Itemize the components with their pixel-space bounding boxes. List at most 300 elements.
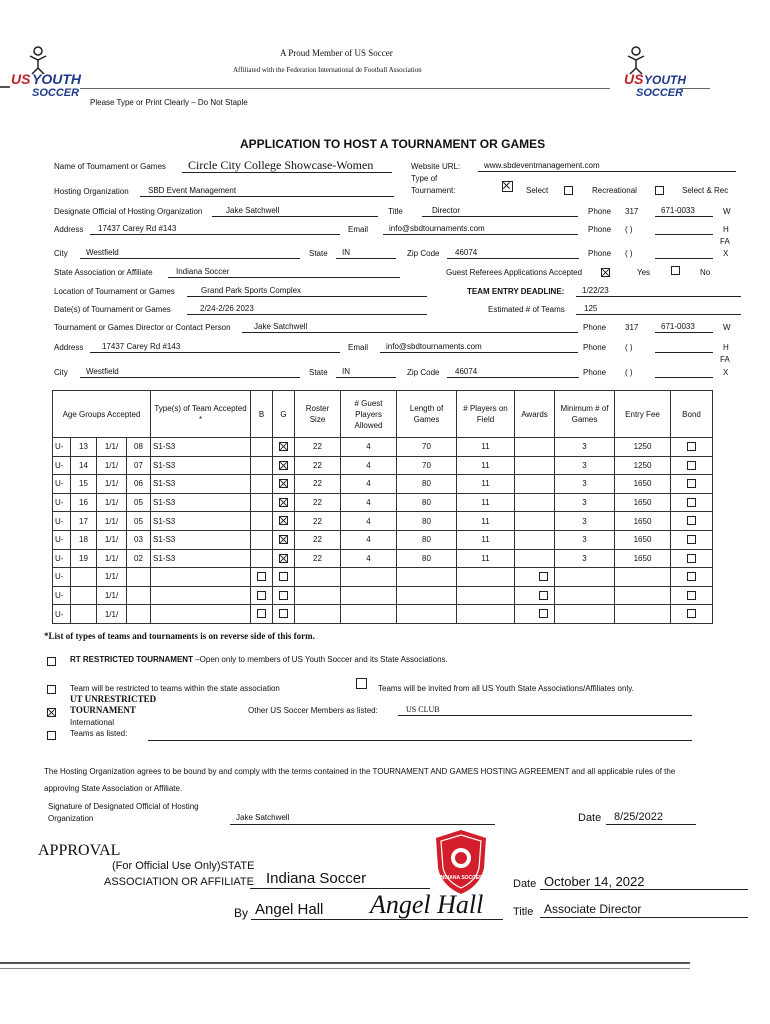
u-prefix: U- xyxy=(53,568,71,587)
min-games-cell[interactable]: 3 xyxy=(555,438,615,457)
table-row xyxy=(53,530,713,549)
date-cell[interactable]: 1/1/ xyxy=(97,568,127,587)
city-field-1[interactable] xyxy=(80,248,300,259)
guest-cell[interactable] xyxy=(341,586,397,605)
entry-fee-cell[interactable]: 1650 xyxy=(615,549,671,568)
players-cell[interactable] xyxy=(457,568,515,587)
girls-checkbox[interactable] xyxy=(279,479,288,488)
age-cell[interactable]: 18 xyxy=(71,530,97,549)
type-cell[interactable]: S1-S3 xyxy=(151,530,251,549)
girls-cell[interactable] xyxy=(273,493,295,512)
type-cell[interactable] xyxy=(151,586,251,605)
girls-cell[interactable] xyxy=(273,605,295,624)
girls-checkbox[interactable] xyxy=(279,591,288,600)
h-label-1: H xyxy=(723,225,729,234)
awards-cell[interactable] xyxy=(515,512,555,531)
length-cell[interactable] xyxy=(397,568,457,587)
players-cell[interactable] xyxy=(457,586,515,605)
th-g: G xyxy=(273,391,295,438)
guest-ref-no-checkbox[interactable] xyxy=(671,266,680,275)
players-cell[interactable]: 11 xyxy=(457,493,515,512)
date-cell[interactable]: 1/1/ xyxy=(97,605,127,624)
hosting-org-field[interactable] xyxy=(140,186,394,197)
year-cell[interactable] xyxy=(127,605,151,624)
bond-cell[interactable] xyxy=(671,512,713,531)
th-bond: Bond xyxy=(671,391,713,438)
website-field[interactable] xyxy=(478,161,736,172)
th-players: # Players on Field xyxy=(457,391,515,438)
entry-fee-cell[interactable]: 1650 xyxy=(615,475,671,494)
bond-cell[interactable] xyxy=(671,438,713,457)
type-recreational-label: Recreational xyxy=(592,186,637,195)
players-cell[interactable]: 11 xyxy=(457,512,515,531)
address-field-2[interactable] xyxy=(90,342,340,353)
roster-cell[interactable]: 22 xyxy=(295,438,341,457)
zip-field-1[interactable] xyxy=(447,248,579,259)
year-cell[interactable]: 07 xyxy=(127,456,151,475)
restricted-checkbox[interactable] xyxy=(47,657,56,666)
boys-cell[interactable] xyxy=(251,512,273,531)
approval-title-field[interactable] xyxy=(540,902,748,918)
table-row xyxy=(53,512,713,531)
u-prefix: U- xyxy=(53,605,71,624)
u-prefix: U- xyxy=(53,530,71,549)
girls-cell[interactable] xyxy=(273,475,295,494)
w-label-1: W xyxy=(723,207,731,216)
bond-checkbox[interactable] xyxy=(687,498,696,507)
association-value: Indiana Soccer xyxy=(266,870,367,887)
zip-value-1: 46074 xyxy=(455,248,478,257)
players-cell[interactable]: 11 xyxy=(457,475,515,494)
year-cell[interactable]: 05 xyxy=(127,493,151,512)
list-types-note: *List of types of teams and tournaments is on reverse side of this form. xyxy=(44,631,315,641)
awards-cell[interactable] xyxy=(515,475,555,494)
guest-cell[interactable]: 4 xyxy=(341,438,397,457)
girls-cell[interactable] xyxy=(273,586,295,605)
awards-checkbox[interactable] xyxy=(539,572,548,581)
type-cell[interactable]: S1-S3 xyxy=(151,456,251,475)
signature-label-1: Signature of Designated Official of Hosting xyxy=(48,802,199,811)
boys-cell[interactable] xyxy=(251,493,273,512)
zip-field-2[interactable] xyxy=(447,367,579,378)
age-cell[interactable]: 19 xyxy=(71,549,97,568)
date-cell[interactable]: 1/1/ xyxy=(97,586,127,605)
official-use-1: (For Official Use Only)STATE xyxy=(112,860,255,872)
entry-fee-cell[interactable] xyxy=(615,568,671,587)
guest-cell[interactable]: 4 xyxy=(341,530,397,549)
boys-cell[interactable] xyxy=(251,456,273,475)
age-cell[interactable]: 16 xyxy=(71,493,97,512)
signature-name: Jake Satchwell xyxy=(236,813,290,822)
boys-cell[interactable] xyxy=(251,475,273,494)
est-teams-field[interactable] xyxy=(576,304,741,315)
guest-cell[interactable] xyxy=(341,605,397,624)
international-field[interactable] xyxy=(148,730,692,741)
boys-cell[interactable] xyxy=(251,605,273,624)
guest-cell[interactable]: 4 xyxy=(341,512,397,531)
min-games-cell[interactable] xyxy=(555,568,615,587)
city-label-2: City xyxy=(54,368,68,377)
awards-cell[interactable] xyxy=(515,549,555,568)
roster-cell[interactable] xyxy=(295,605,341,624)
type-cell[interactable]: S1-S3 xyxy=(151,493,251,512)
boys-checkbox[interactable] xyxy=(257,572,266,581)
date-cell[interactable]: 1/1/ xyxy=(97,438,127,457)
address-label-2: Address xyxy=(54,343,84,352)
website-value: www.sbdeventmanagement.com xyxy=(484,161,600,170)
approval-title-value: Associate Director xyxy=(544,902,642,916)
email-label-1: Email xyxy=(348,225,369,234)
guest-cell[interactable]: 4 xyxy=(341,493,397,512)
phone-paren-6: ( ) xyxy=(625,368,633,377)
length-cell[interactable]: 80 xyxy=(397,530,457,549)
guest-cell[interactable]: 4 xyxy=(341,549,397,568)
guest-cell[interactable] xyxy=(341,568,397,587)
date-cell[interactable]: 1/1/ xyxy=(97,493,127,512)
email-value-1: info@sbdtournaments.com xyxy=(389,224,485,233)
approval-heading: APPROVAL xyxy=(38,842,121,859)
age-cell[interactable]: 15 xyxy=(71,475,97,494)
svg-text:YOUTH: YOUTH xyxy=(644,73,686,87)
city-field-2[interactable] xyxy=(80,367,300,378)
footer-rule-2 xyxy=(0,968,690,969)
year-cell[interactable]: 03 xyxy=(127,530,151,549)
bond-checkbox[interactable] xyxy=(687,442,696,451)
girls-checkbox[interactable] xyxy=(279,609,288,618)
players-cell[interactable]: 11 xyxy=(457,530,515,549)
players-cell[interactable]: 11 xyxy=(457,456,515,475)
type-cell[interactable]: S1-S3 xyxy=(151,475,251,494)
u-prefix: U- xyxy=(53,456,71,475)
bond-cell[interactable] xyxy=(671,605,713,624)
bond-checkbox[interactable] xyxy=(687,516,696,525)
est-teams-value: 125 xyxy=(584,304,598,313)
within-state-text: Team will be restricted to teams within the state association xyxy=(70,684,280,693)
girls-checkbox[interactable] xyxy=(279,442,288,451)
bond-checkbox[interactable] xyxy=(687,479,696,488)
state-field-2[interactable] xyxy=(336,367,396,378)
state-label-1: State xyxy=(309,249,328,258)
city-value-2: Westfield xyxy=(86,367,119,376)
length-cell[interactable] xyxy=(397,605,457,624)
phone-label-5: Phone xyxy=(583,343,607,352)
roster-cell[interactable]: 22 xyxy=(295,456,341,475)
footer-rule-1 xyxy=(0,962,690,964)
fa-label-1: FA xyxy=(720,237,730,246)
boys-cell[interactable] xyxy=(251,549,273,568)
designate-field[interactable] xyxy=(212,206,378,217)
roster-cell[interactable] xyxy=(295,568,341,587)
indiana-soccer-seal xyxy=(430,828,492,896)
title-field[interactable] xyxy=(422,206,578,217)
awards-cell[interactable] xyxy=(515,568,555,587)
handwritten-signature: Angel Hall xyxy=(370,890,484,919)
roster-cell[interactable]: 22 xyxy=(295,530,341,549)
ut-line-2: TOURNAMENT xyxy=(70,705,136,715)
bond-checkbox[interactable] xyxy=(687,572,696,581)
length-cell[interactable]: 80 xyxy=(397,475,457,494)
min-games-cell[interactable]: 3 xyxy=(555,549,615,568)
boys-cell[interactable] xyxy=(251,568,273,587)
girls-checkbox[interactable] xyxy=(279,572,288,581)
roster-cell[interactable] xyxy=(295,586,341,605)
girls-cell[interactable] xyxy=(273,568,295,587)
roster-cell[interactable]: 22 xyxy=(295,512,341,531)
other-members-field[interactable] xyxy=(398,705,692,716)
guest-cell[interactable]: 4 xyxy=(341,456,397,475)
phone-num-4: 671-0033 xyxy=(661,322,695,331)
min-games-cell[interactable]: 3 xyxy=(555,512,615,531)
min-games-cell[interactable]: 3 xyxy=(555,493,615,512)
international-1: International xyxy=(70,718,115,727)
year-cell[interactable] xyxy=(127,586,151,605)
x-label-1: X xyxy=(723,249,729,258)
length-cell[interactable]: 80 xyxy=(397,493,457,512)
website-label: Website URL: xyxy=(411,162,461,171)
type-cell[interactable]: S1-S3 xyxy=(151,549,251,568)
awards-checkbox[interactable] xyxy=(539,591,548,600)
girls-cell[interactable] xyxy=(273,530,295,549)
year-cell[interactable]: 08 xyxy=(127,438,151,457)
other-members-label: Other US Soccer Members as listed: xyxy=(248,706,378,715)
state-assoc-label: State Association or Affiliate xyxy=(54,268,153,277)
th-age-groups: Age Groups Accepted xyxy=(53,391,151,438)
th-entry-fee: Entry Fee xyxy=(615,391,671,438)
est-teams-label: Estimated # of Teams xyxy=(488,305,565,314)
length-cell[interactable]: 80 xyxy=(397,512,457,531)
type-select-rec-checkbox[interactable] xyxy=(655,186,664,195)
u-prefix: U- xyxy=(53,549,71,568)
director-value: Jake Satchwell xyxy=(254,322,308,331)
phone-field-5[interactable] xyxy=(655,342,713,353)
state-assoc-field[interactable] xyxy=(168,267,400,278)
bond-cell[interactable] xyxy=(671,475,713,494)
year-cell[interactable]: 06 xyxy=(127,475,151,494)
girls-checkbox[interactable] xyxy=(279,554,288,563)
boys-cell[interactable] xyxy=(251,586,273,605)
phone-field-1[interactable] xyxy=(655,206,713,217)
guest-cell[interactable]: 4 xyxy=(341,475,397,494)
date-cell[interactable]: 1/1/ xyxy=(97,456,127,475)
date-cell[interactable]: 1/1/ xyxy=(97,549,127,568)
type-label-2: Tournament: xyxy=(411,186,456,195)
entry-fee-cell[interactable]: 1650 xyxy=(615,530,671,549)
entry-fee-cell[interactable]: 1250 xyxy=(615,438,671,457)
guest-ref-yes-checkbox[interactable] xyxy=(601,268,610,277)
roster-cell[interactable]: 22 xyxy=(295,493,341,512)
th-b: B xyxy=(251,391,273,438)
type-cell[interactable] xyxy=(151,605,251,624)
tournament-name-field[interactable] xyxy=(182,158,392,173)
age-cell[interactable]: 13 xyxy=(71,438,97,457)
association-field[interactable] xyxy=(250,870,430,889)
age-cell[interactable]: 14 xyxy=(71,456,97,475)
tournament-name-value: Circle City College Showcase-Women xyxy=(188,158,374,172)
girls-cell[interactable] xyxy=(273,512,295,531)
location-field[interactable] xyxy=(187,286,427,297)
international-checkbox[interactable] xyxy=(47,731,56,740)
state-label-2: State xyxy=(309,368,328,377)
type-cell[interactable] xyxy=(151,568,251,587)
state-value-2: IN xyxy=(342,367,350,376)
state-field-1[interactable] xyxy=(336,248,396,259)
dates-label: Date(s) of Tournament or Games xyxy=(54,305,171,314)
entry-fee-cell[interactable] xyxy=(615,586,671,605)
email-field-2[interactable] xyxy=(380,342,578,353)
players-cell[interactable]: 11 xyxy=(457,438,515,457)
email-field-1[interactable] xyxy=(383,224,578,235)
phone-field-4[interactable] xyxy=(655,322,713,333)
bond-checkbox[interactable] xyxy=(687,535,696,544)
entry-fee-cell[interactable]: 1250 xyxy=(615,456,671,475)
bond-cell[interactable] xyxy=(671,549,713,568)
within-state-checkbox[interactable] xyxy=(47,685,56,694)
year-cell[interactable]: 02 xyxy=(127,549,151,568)
svg-text:US: US xyxy=(11,71,31,87)
boys-checkbox[interactable] xyxy=(257,591,266,600)
unrestricted-checkbox[interactable] xyxy=(47,708,56,717)
phone-field-6[interactable] xyxy=(655,367,713,378)
type-recreational-checkbox[interactable] xyxy=(564,186,573,195)
official-use-2: ASSOCIATION OR AFFILIATE xyxy=(104,876,254,888)
awards-checkbox[interactable] xyxy=(539,609,548,618)
bond-checkbox[interactable] xyxy=(687,554,696,563)
bond-cell[interactable] xyxy=(671,456,713,475)
players-cell[interactable]: 11 xyxy=(457,549,515,568)
girls-checkbox[interactable] xyxy=(279,461,288,470)
type-cell[interactable]: S1-S3 xyxy=(151,438,251,457)
table-row xyxy=(53,586,713,605)
date-cell[interactable]: 1/1/ xyxy=(97,530,127,549)
length-cell[interactable] xyxy=(397,586,457,605)
awards-cell[interactable] xyxy=(515,586,555,605)
other-members-value: US CLUB xyxy=(406,705,440,714)
date-cell[interactable]: 1/1/ xyxy=(97,475,127,494)
entry-fee-cell[interactable] xyxy=(615,605,671,624)
svg-text:SOCCER: SOCCER xyxy=(636,87,684,99)
phone-paren-2: ( ) xyxy=(625,225,633,234)
address-field-1[interactable] xyxy=(90,224,340,235)
th-types: Type(s) of Team Accepted * xyxy=(151,391,251,438)
type-cell[interactable]: S1-S3 xyxy=(151,512,251,531)
bond-checkbox[interactable] xyxy=(687,591,696,600)
signature-field[interactable] xyxy=(230,813,495,825)
signature-label-2: Organization xyxy=(48,814,94,823)
min-games-cell[interactable]: 3 xyxy=(555,456,615,475)
h-label-2: H xyxy=(723,343,729,352)
bond-cell[interactable] xyxy=(671,568,713,587)
phone-field-2[interactable] xyxy=(655,224,713,235)
age-cell[interactable] xyxy=(71,605,97,624)
invited-all-checkbox[interactable] xyxy=(356,678,367,689)
zip-label-2: Zip Code xyxy=(407,368,440,377)
entry-fee-cell[interactable]: 1650 xyxy=(615,512,671,531)
boys-cell[interactable] xyxy=(251,438,273,457)
th-guest: # Guest Players Allowed xyxy=(341,391,397,438)
bond-cell[interactable] xyxy=(671,493,713,512)
awards-cell[interactable] xyxy=(515,605,555,624)
svg-text:US: US xyxy=(624,71,644,87)
entry-fee-cell[interactable]: 1650 xyxy=(615,493,671,512)
age-cell[interactable]: 17 xyxy=(71,512,97,531)
bond-cell[interactable] xyxy=(671,530,713,549)
awards-cell[interactable] xyxy=(515,493,555,512)
dates-value: 2/24-2/26 2023 xyxy=(200,304,254,313)
length-cell[interactable]: 80 xyxy=(397,549,457,568)
length-cell[interactable]: 70 xyxy=(397,456,457,475)
page-title: APPLICATION TO HOST A TOURNAMENT OR GAMES xyxy=(240,137,546,151)
email-value-2: info@sbdtournaments.com xyxy=(386,342,482,351)
boys-checkbox[interactable] xyxy=(257,609,266,618)
type-select-rec-label: Select & Rec xyxy=(682,186,729,195)
phone-field-3[interactable] xyxy=(655,248,713,259)
approval-date-field[interactable] xyxy=(540,874,748,890)
city-value-1: Westfield xyxy=(86,248,119,257)
title-label: Title xyxy=(388,207,403,216)
min-games-cell[interactable] xyxy=(555,586,615,605)
th-roster: Roster Size xyxy=(295,391,341,438)
awards-cell[interactable] xyxy=(515,456,555,475)
length-cell[interactable]: 70 xyxy=(397,438,457,457)
boys-cell[interactable] xyxy=(251,530,273,549)
girls-checkbox[interactable] xyxy=(279,516,288,525)
svg-text:INDIANA SOCCER: INDIANA SOCCER xyxy=(439,875,483,881)
restricted-text xyxy=(70,655,448,664)
girls-cell[interactable] xyxy=(273,438,295,457)
type-select-checkbox[interactable] xyxy=(502,181,513,192)
designate-value: Jake Satchwell xyxy=(226,206,280,215)
phone-label-4: Phone xyxy=(583,323,607,332)
director-label: Tournament or Games Director or Contact Person xyxy=(54,323,231,332)
affiliated-text: Affiliated with the Federation International de Football Association xyxy=(233,66,422,74)
girls-cell[interactable] xyxy=(273,549,295,568)
girls-checkbox[interactable] xyxy=(279,535,288,544)
dates-field[interactable] xyxy=(187,304,427,315)
age-cell[interactable] xyxy=(71,586,97,605)
bond-checkbox[interactable] xyxy=(687,609,696,618)
phone-paren-3: ( ) xyxy=(625,249,633,258)
sig-date-field[interactable] xyxy=(606,811,696,825)
invited-all-text: Teams will be invited from all US Youth State Associations/Affiliates only. xyxy=(378,684,634,693)
awards-cell[interactable] xyxy=(515,530,555,549)
roster-cell[interactable]: 22 xyxy=(295,549,341,568)
by-value: Angel Hall xyxy=(255,901,324,918)
u-prefix: U- xyxy=(53,586,71,605)
roster-cell[interactable]: 22 xyxy=(295,475,341,494)
players-cell[interactable] xyxy=(457,605,515,624)
year-cell[interactable]: 05 xyxy=(127,512,151,531)
date-cell[interactable]: 1/1/ xyxy=(97,512,127,531)
us-youth-soccer-logo-right xyxy=(606,44,686,99)
sig-date-label: Date xyxy=(578,812,602,824)
no-label: No xyxy=(700,268,711,277)
girls-checkbox[interactable] xyxy=(279,498,288,507)
deadline-field[interactable] xyxy=(576,286,741,297)
director-field[interactable] xyxy=(242,322,578,333)
international-2: Teams as listed: xyxy=(70,729,128,738)
min-games-cell[interactable]: 3 xyxy=(555,530,615,549)
bond-checkbox[interactable] xyxy=(687,461,696,470)
phone-area-4: 317 xyxy=(625,323,639,332)
min-games-cell[interactable] xyxy=(555,605,615,624)
bond-cell[interactable] xyxy=(671,586,713,605)
us-youth-soccer-logo-left xyxy=(8,44,88,99)
year-cell[interactable] xyxy=(127,568,151,587)
girls-cell[interactable] xyxy=(273,456,295,475)
min-games-cell[interactable]: 3 xyxy=(555,475,615,494)
awards-cell[interactable] xyxy=(515,438,555,457)
age-cell[interactable] xyxy=(71,568,97,587)
